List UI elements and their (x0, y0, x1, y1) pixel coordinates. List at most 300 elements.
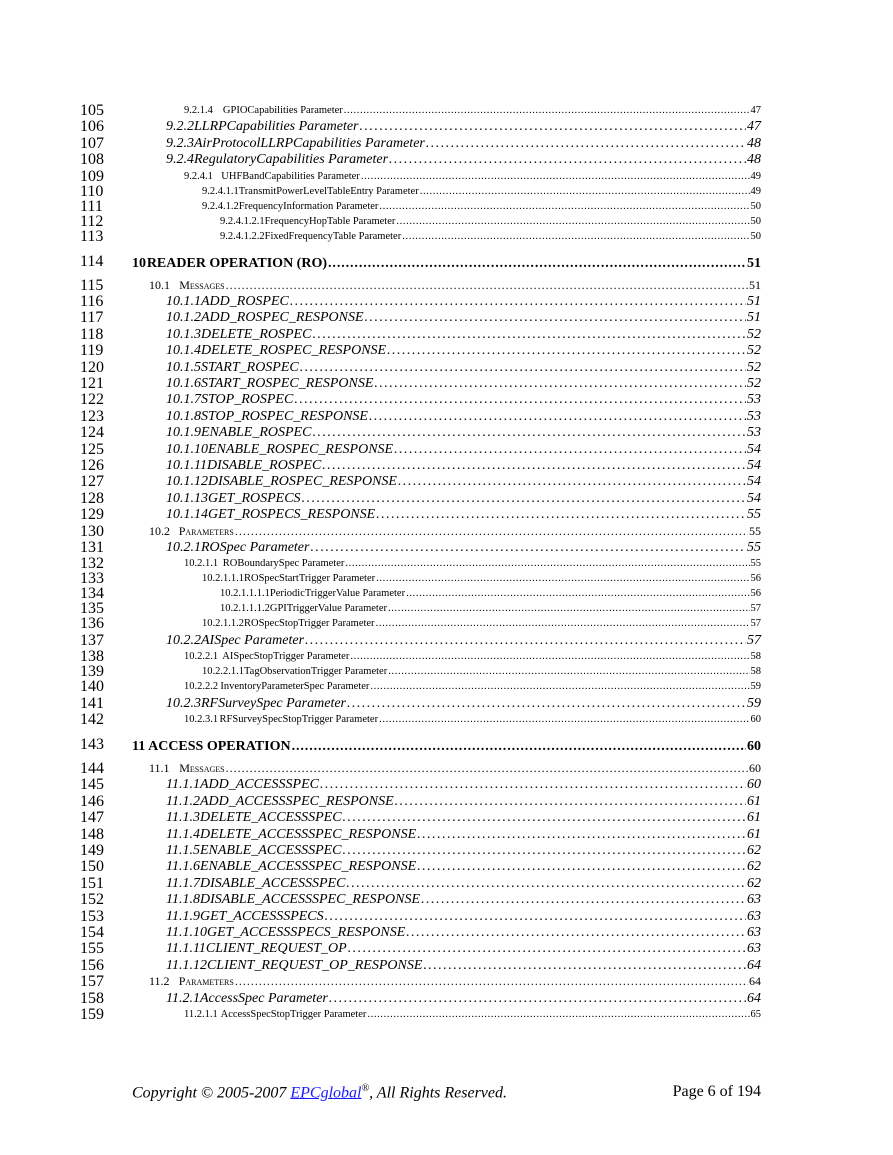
section-title: READER OPERATION (RO) (146, 255, 328, 271)
dot-leader (312, 425, 746, 441)
toc-entry[interactable] (166, 119, 761, 135)
section-number: 10.1.14 (166, 507, 208, 523)
page-ref: 55 (747, 540, 761, 555)
section-number: 10.1.12 (166, 474, 208, 490)
section-title: DELETE_ACCESSSPEC (199, 810, 342, 826)
toc-entry[interactable] (166, 859, 761, 875)
section-title: TagObservationTrigger Parameter (244, 666, 388, 678)
line-number: 148 (80, 825, 104, 843)
page-ref: 59 (747, 695, 761, 711)
line-number: 139 (80, 663, 104, 681)
line-number: 135 (80, 600, 104, 618)
dot-leader (344, 105, 750, 116)
line-number: 151 (80, 874, 104, 892)
section-number: 11.1.12 (166, 957, 207, 973)
section-number: 10.1.8 (166, 408, 201, 424)
dot-leader (370, 681, 749, 692)
page-ref: 58 (750, 651, 761, 663)
page-ref: 58 (750, 666, 761, 678)
section-number: 10.2.2 (166, 632, 201, 648)
page-ref: 54 (747, 474, 761, 490)
section-title: AccessSpec Parameter (199, 990, 328, 1006)
toc-entry[interactable] (184, 105, 761, 116)
toc-entry[interactable] (166, 491, 761, 507)
dot-leader (343, 810, 746, 826)
section-title: CLIENT_REQUEST_OP_RESPONSE (206, 957, 423, 973)
page-ref: 48 (747, 135, 761, 151)
page-ref: 47 (747, 119, 761, 135)
line-number: 143 (80, 736, 104, 753)
section-title: InventoryParameterSpec Parameter (220, 681, 370, 693)
line-number: 105 (80, 102, 104, 119)
section-title: GET_ROSPECS_RESPONSE (208, 507, 376, 523)
line-number: 136 (80, 615, 104, 633)
page-ref: 64 (747, 957, 761, 973)
section-number: 11.1.7 (166, 875, 200, 891)
dot-leader (302, 491, 746, 507)
page-ref: 55 (750, 558, 761, 570)
page-ref: 60 (747, 777, 761, 793)
section-title: AISpecStopTrigger Parameter (222, 651, 350, 663)
dot-leader (406, 588, 749, 599)
page-ref: 62 (747, 843, 761, 858)
toc-entry[interactable] (166, 458, 761, 474)
line-number: 145 (80, 776, 104, 794)
page-ref: 50 (750, 200, 761, 212)
section-title: STOP_ROSPEC (201, 392, 294, 408)
page-ref: 65 (750, 1009, 761, 1020)
dot-leader (294, 392, 746, 408)
line-number: 130 (80, 522, 104, 540)
toc-entry[interactable] (184, 558, 761, 569)
toc-entry[interactable] (132, 256, 761, 272)
section-number: 9.2.2 (166, 119, 194, 135)
toc-entry[interactable] (166, 827, 761, 843)
section-title: ENABLE_ROSPEC_RESPONSE (208, 441, 394, 457)
dot-leader (347, 696, 746, 712)
section-title: AirProtocolLLRPCapabilities Parameter (194, 135, 425, 151)
toc-entry[interactable] (149, 974, 761, 989)
section-title: FrequencyHopTable Parameter (264, 215, 396, 227)
line-number: 112 (80, 212, 104, 230)
line-number: 134 (80, 585, 104, 603)
dot-leader (426, 136, 746, 152)
section-title: START_ROSPEC (201, 359, 299, 375)
page-ref: 55 (747, 507, 761, 523)
section-title: Messages (179, 277, 225, 292)
section-title: GET_ACCESSSPECS (199, 908, 324, 924)
page-ref: 53 (747, 392, 761, 408)
section-title: DISABLE_ACCESSSPEC (199, 875, 346, 891)
dot-leader (328, 256, 746, 272)
section-title: STOP_ROSPEC_RESPONSE (201, 408, 368, 424)
line-number: 153 (80, 907, 104, 925)
page-ref: 57 (750, 603, 761, 615)
dot-leader (343, 843, 746, 859)
section-number: 10.1.5 (166, 359, 201, 375)
toc-entry[interactable] (166, 442, 761, 458)
line-number: 124 (80, 424, 104, 442)
page-ref: 48 (747, 152, 761, 168)
section-number: 11.1.11 (166, 941, 206, 957)
line-number: 137 (80, 631, 104, 649)
dot-leader (345, 558, 749, 569)
toc-entry[interactable] (166, 540, 761, 556)
section-number: 10 (132, 255, 146, 271)
toc-entry[interactable] (166, 810, 761, 826)
toc-entry[interactable] (166, 925, 761, 941)
line-number: 120 (80, 358, 104, 376)
line-number: 106 (80, 118, 104, 136)
toc-entry[interactable] (184, 714, 761, 725)
line-number: 113 (80, 227, 104, 245)
toc-entry[interactable] (202, 666, 761, 677)
dot-leader (388, 666, 749, 677)
section-number: 10.1.10 (166, 441, 208, 457)
line-number: 117 (80, 309, 104, 327)
page-ref: 60 (749, 761, 761, 775)
section-number: 10.2.3.1 (184, 714, 219, 725)
dot-leader (305, 633, 746, 649)
section-number: 10.1.6 (166, 376, 201, 391)
toc-entry[interactable] (220, 231, 761, 242)
section-title: START_ROSPEC_RESPONSE (201, 376, 374, 391)
page-ref: 62 (747, 875, 761, 891)
section-title: DELETE_ACCESSSPEC_RESPONSE (199, 826, 417, 842)
line-number: 157 (80, 973, 104, 991)
section-title: DISABLE_ROSPEC_RESPONSE (208, 474, 397, 490)
toc-entry[interactable] (220, 588, 761, 599)
section-title: RFSurveySpec Parameter (201, 695, 346, 711)
section-number: 10.2.1.1 (184, 558, 219, 570)
dot-leader (406, 925, 746, 941)
line-number: 146 (80, 792, 104, 810)
section-title: ROSpec Parameter (201, 540, 310, 555)
toc-entry[interactable] (166, 376, 761, 392)
line-number: 147 (80, 809, 104, 827)
section-title: LLRPCapabilities Parameter (194, 119, 359, 135)
section-title: DELETE_ROSPEC (201, 326, 312, 342)
toc-entry[interactable] (166, 425, 761, 441)
line-number: 126 (80, 457, 104, 474)
page-ref: 52 (747, 376, 761, 391)
toc-entry[interactable] (166, 152, 761, 168)
section-title: GPITriggerValue Parameter (269, 603, 388, 615)
section-number: 10.1.9 (166, 425, 201, 441)
line-number: 158 (80, 989, 104, 1007)
page-ref: 50 (750, 215, 761, 227)
copyright-prefix: Copyright © 2005-2007 (132, 1084, 291, 1102)
page-ref: 51 (747, 310, 761, 326)
section-number: 10.1.4 (166, 343, 201, 359)
section-number: 11.1.1 (166, 777, 200, 793)
section-title: Messages (179, 761, 225, 775)
page-ref: 56 (750, 573, 761, 585)
toc-entry[interactable] (166, 360, 761, 376)
dot-leader (420, 186, 750, 197)
dot-leader (421, 892, 746, 908)
line-number: 125 (80, 440, 104, 458)
dot-leader (394, 442, 746, 458)
section-number: 9.2.4 (166, 152, 194, 168)
section-number: 10.2.1.1.1.2 (220, 603, 270, 615)
toc-entry[interactable] (184, 651, 761, 662)
page-ref: 63 (747, 925, 761, 940)
section-number: 10.1.1 (166, 294, 201, 309)
dot-leader (300, 360, 746, 376)
registered-mark: ® (361, 1083, 370, 1094)
toc-entry[interactable] (166, 941, 761, 957)
page-ref: 61 (747, 826, 761, 842)
toc-entry[interactable] (166, 794, 761, 810)
page-ref: 55 (749, 523, 761, 538)
toc-entry[interactable] (166, 777, 761, 793)
page-ref: 63 (747, 892, 761, 908)
section-title: CLIENT_REQUEST_OP (205, 941, 347, 957)
section-number: 11.1.9 (166, 908, 200, 924)
section-number: 10.2.2.2 (184, 681, 219, 693)
section-number: 11.2 (149, 974, 170, 989)
section-title: DISABLE_ROSPEC (206, 458, 322, 473)
section-number: 9.2.4.1.1 (202, 185, 239, 197)
line-number: 109 (80, 167, 104, 185)
section-title: GPIOCapabilities Parameter (222, 105, 343, 116)
dot-leader (290, 294, 746, 310)
dot-leader (417, 827, 746, 843)
toc-entry[interactable] (166, 876, 761, 892)
section-title: FixedFrequencyTable Parameter (264, 230, 402, 242)
toc-entry[interactable] (220, 603, 761, 614)
toc-entry[interactable] (166, 958, 761, 974)
section-number: 11.1.2 (166, 793, 200, 809)
toc-entry[interactable] (202, 186, 761, 197)
section-title: PeriodicTriggerValue Parameter (269, 588, 406, 600)
section-title: DISABLE_ACCESSSPEC_RESPONSE (199, 892, 421, 908)
dot-leader (374, 376, 746, 392)
section-number: 9.2.1.4 (184, 105, 213, 116)
page-ref: 64 (749, 974, 761, 989)
toc-entry[interactable] (166, 136, 761, 152)
section-number: 10.2.2.1.1 (202, 666, 244, 678)
dot-leader (387, 343, 746, 359)
toc-entry[interactable] (220, 216, 761, 227)
toc-entry[interactable] (166, 474, 761, 490)
page-ref: 59 (750, 681, 761, 693)
section-title: ADD_ROSPEC_RESPONSE (201, 310, 364, 326)
page-ref: 53 (747, 425, 761, 441)
section-number: 10.1.3 (166, 326, 201, 342)
dot-leader (235, 974, 748, 989)
section-number: 11.1.10 (166, 925, 207, 940)
section-title: GET_ACCESSSPECS_RESPONSE (206, 925, 406, 940)
page-ref: 64 (747, 990, 761, 1006)
section-number: 10.2.1.1.1 (202, 573, 244, 585)
page-ref: 60 (750, 714, 761, 725)
toc-entry[interactable] (166, 392, 761, 408)
section-title: ROBoundarySpec Parameter (222, 558, 345, 570)
page-ref: 62 (747, 859, 761, 875)
toc-entry[interactable] (166, 507, 761, 523)
page-ref: 57 (750, 618, 761, 630)
page-ref: 51 (747, 294, 761, 309)
toc-entry[interactable] (166, 909, 761, 925)
dot-leader (292, 739, 746, 755)
copyright-suffix: , All Rights Reserved. (369, 1084, 507, 1102)
line-number: 118 (80, 325, 104, 343)
page-number: Page 6 of 194 (672, 1083, 761, 1100)
page-ref: 63 (747, 908, 761, 924)
section-title: ROSpecStartTrigger Parameter (244, 573, 376, 585)
dot-leader (398, 474, 746, 490)
copyright-notice (132, 1083, 507, 1102)
section-title: ENABLE_ACCESSSPEC (199, 843, 342, 858)
dot-leader (402, 231, 749, 242)
section-number: 10.2.3 (166, 695, 201, 711)
dot-leader (348, 941, 746, 957)
section-number: 10.1.7 (166, 392, 201, 408)
line-number: 107 (80, 134, 104, 152)
line-number: 149 (80, 842, 104, 859)
dot-leader (396, 216, 749, 227)
dot-leader (322, 458, 746, 474)
toc-entry[interactable] (184, 681, 761, 692)
page-ref: 52 (747, 359, 761, 375)
section-title: Parameters (178, 974, 234, 989)
toc-entry[interactable] (149, 524, 761, 539)
toc-entry[interactable] (166, 327, 761, 343)
toc-entry[interactable] (166, 696, 761, 712)
section-number: 11 (132, 739, 146, 754)
line-number: 121 (80, 375, 104, 392)
section-number: 9.2.3 (166, 135, 194, 151)
page-ref: 57 (747, 632, 761, 648)
page-ref: 51 (747, 255, 761, 271)
dot-leader (376, 573, 749, 584)
toc-entry[interactable] (132, 739, 761, 755)
toc-entry[interactable] (166, 991, 761, 1007)
toc-entry[interactable] (149, 761, 761, 776)
section-number: 10.2.2.1 (184, 651, 219, 663)
page-ref: 52 (747, 326, 761, 342)
dot-leader (379, 201, 749, 212)
page-ref: 56 (750, 588, 761, 600)
section-number: 10.2.1.1.2 (202, 618, 244, 630)
dot-leader (310, 540, 746, 556)
section-title: GET_ROSPECS (208, 490, 301, 506)
line-number: 141 (80, 694, 104, 712)
epcglobal-link[interactable]: EPCglobal (290, 1084, 362, 1102)
toc-entry[interactable] (166, 294, 761, 310)
section-title: ADD_ACCESSSPEC (199, 777, 319, 793)
dot-leader (346, 876, 746, 892)
line-number: 129 (80, 506, 104, 524)
section-number: 10.2.1 (166, 540, 201, 555)
section-title: ADD_ACCESSSPEC_RESPONSE (199, 793, 394, 809)
line-number: 133 (80, 570, 104, 588)
dot-leader (369, 409, 746, 425)
section-title: RFSurveySpecStopTrigger Parameter (219, 714, 379, 725)
section-number: 11.1.5 (166, 843, 200, 858)
dot-leader (226, 278, 748, 293)
line-number: 116 (80, 293, 104, 310)
section-number: 10.2 (149, 523, 170, 538)
line-number: 140 (80, 678, 104, 696)
line-number: 122 (80, 391, 104, 409)
dot-leader (226, 761, 748, 776)
dot-leader (367, 1009, 749, 1020)
section-number: 9.2.4.1 (184, 170, 213, 182)
section-title: Parameters (178, 523, 234, 538)
toc-entry[interactable] (166, 633, 761, 649)
line-number: 108 (80, 151, 104, 169)
page-ref: 49 (750, 170, 761, 182)
section-number: 9.2.4.1.2 (202, 200, 239, 212)
line-number: 156 (80, 956, 104, 974)
section-title: AccessSpecStopTrigger Parameter (220, 1009, 367, 1020)
section-number: 11.1.4 (166, 826, 200, 842)
page-ref: 49 (750, 185, 761, 197)
section-title: RegulatoryCapabilities Parameter (194, 152, 389, 168)
dot-leader (417, 859, 746, 875)
line-number: 111 (80, 197, 103, 215)
section-number: 10.1 (149, 277, 170, 292)
page-ref: 54 (747, 458, 761, 473)
page-ref: 47 (750, 105, 761, 116)
toc-entry[interactable] (202, 618, 761, 629)
toc-entry[interactable] (166, 310, 761, 326)
toc-entry[interactable] (202, 573, 761, 584)
section-number: 10.1.2 (166, 310, 201, 326)
line-number: 154 (80, 924, 104, 941)
line-number: 155 (80, 940, 104, 958)
toc-entry[interactable] (166, 343, 761, 359)
dot-leader (388, 603, 749, 614)
line-number: 138 (80, 648, 104, 666)
line-number: 144 (80, 760, 104, 777)
toc-entry[interactable] (166, 892, 761, 908)
dot-leader (350, 651, 749, 662)
line-number: 128 (80, 489, 104, 507)
section-title: AISpec Parameter (201, 632, 305, 648)
section-title: DELETE_ROSPEC_RESPONSE (201, 343, 387, 359)
line-number: 127 (80, 473, 104, 491)
dot-leader (376, 507, 746, 523)
section-number: 11.1.6 (166, 859, 200, 875)
section-number: 9.2.4.1.2.2 (220, 230, 265, 242)
section-number: 9.2.4.1.2.1 (220, 215, 265, 227)
toc-entry[interactable] (184, 171, 761, 182)
dot-leader (361, 171, 750, 182)
line-number: 142 (80, 711, 104, 728)
line-number: 115 (80, 276, 104, 294)
line-number: 114 (80, 252, 104, 270)
line-number: 132 (80, 555, 104, 573)
dot-leader (329, 991, 746, 1007)
toc-entry[interactable] (202, 201, 761, 212)
dot-leader (360, 119, 747, 135)
page-ref: 53 (747, 408, 761, 424)
toc-entry[interactable] (166, 843, 761, 859)
dot-leader (312, 327, 746, 343)
line-number: 110 (80, 182, 104, 200)
line-number: 159 (80, 1006, 104, 1023)
section-number: 11.2.1.1 (184, 1009, 218, 1020)
page-ref: 51 (749, 277, 761, 292)
toc-entry[interactable] (149, 278, 761, 293)
section-number: 10.2.1.1.1.1 (220, 588, 270, 600)
toc-entry[interactable] (184, 1009, 761, 1020)
toc-entry[interactable] (166, 409, 761, 425)
